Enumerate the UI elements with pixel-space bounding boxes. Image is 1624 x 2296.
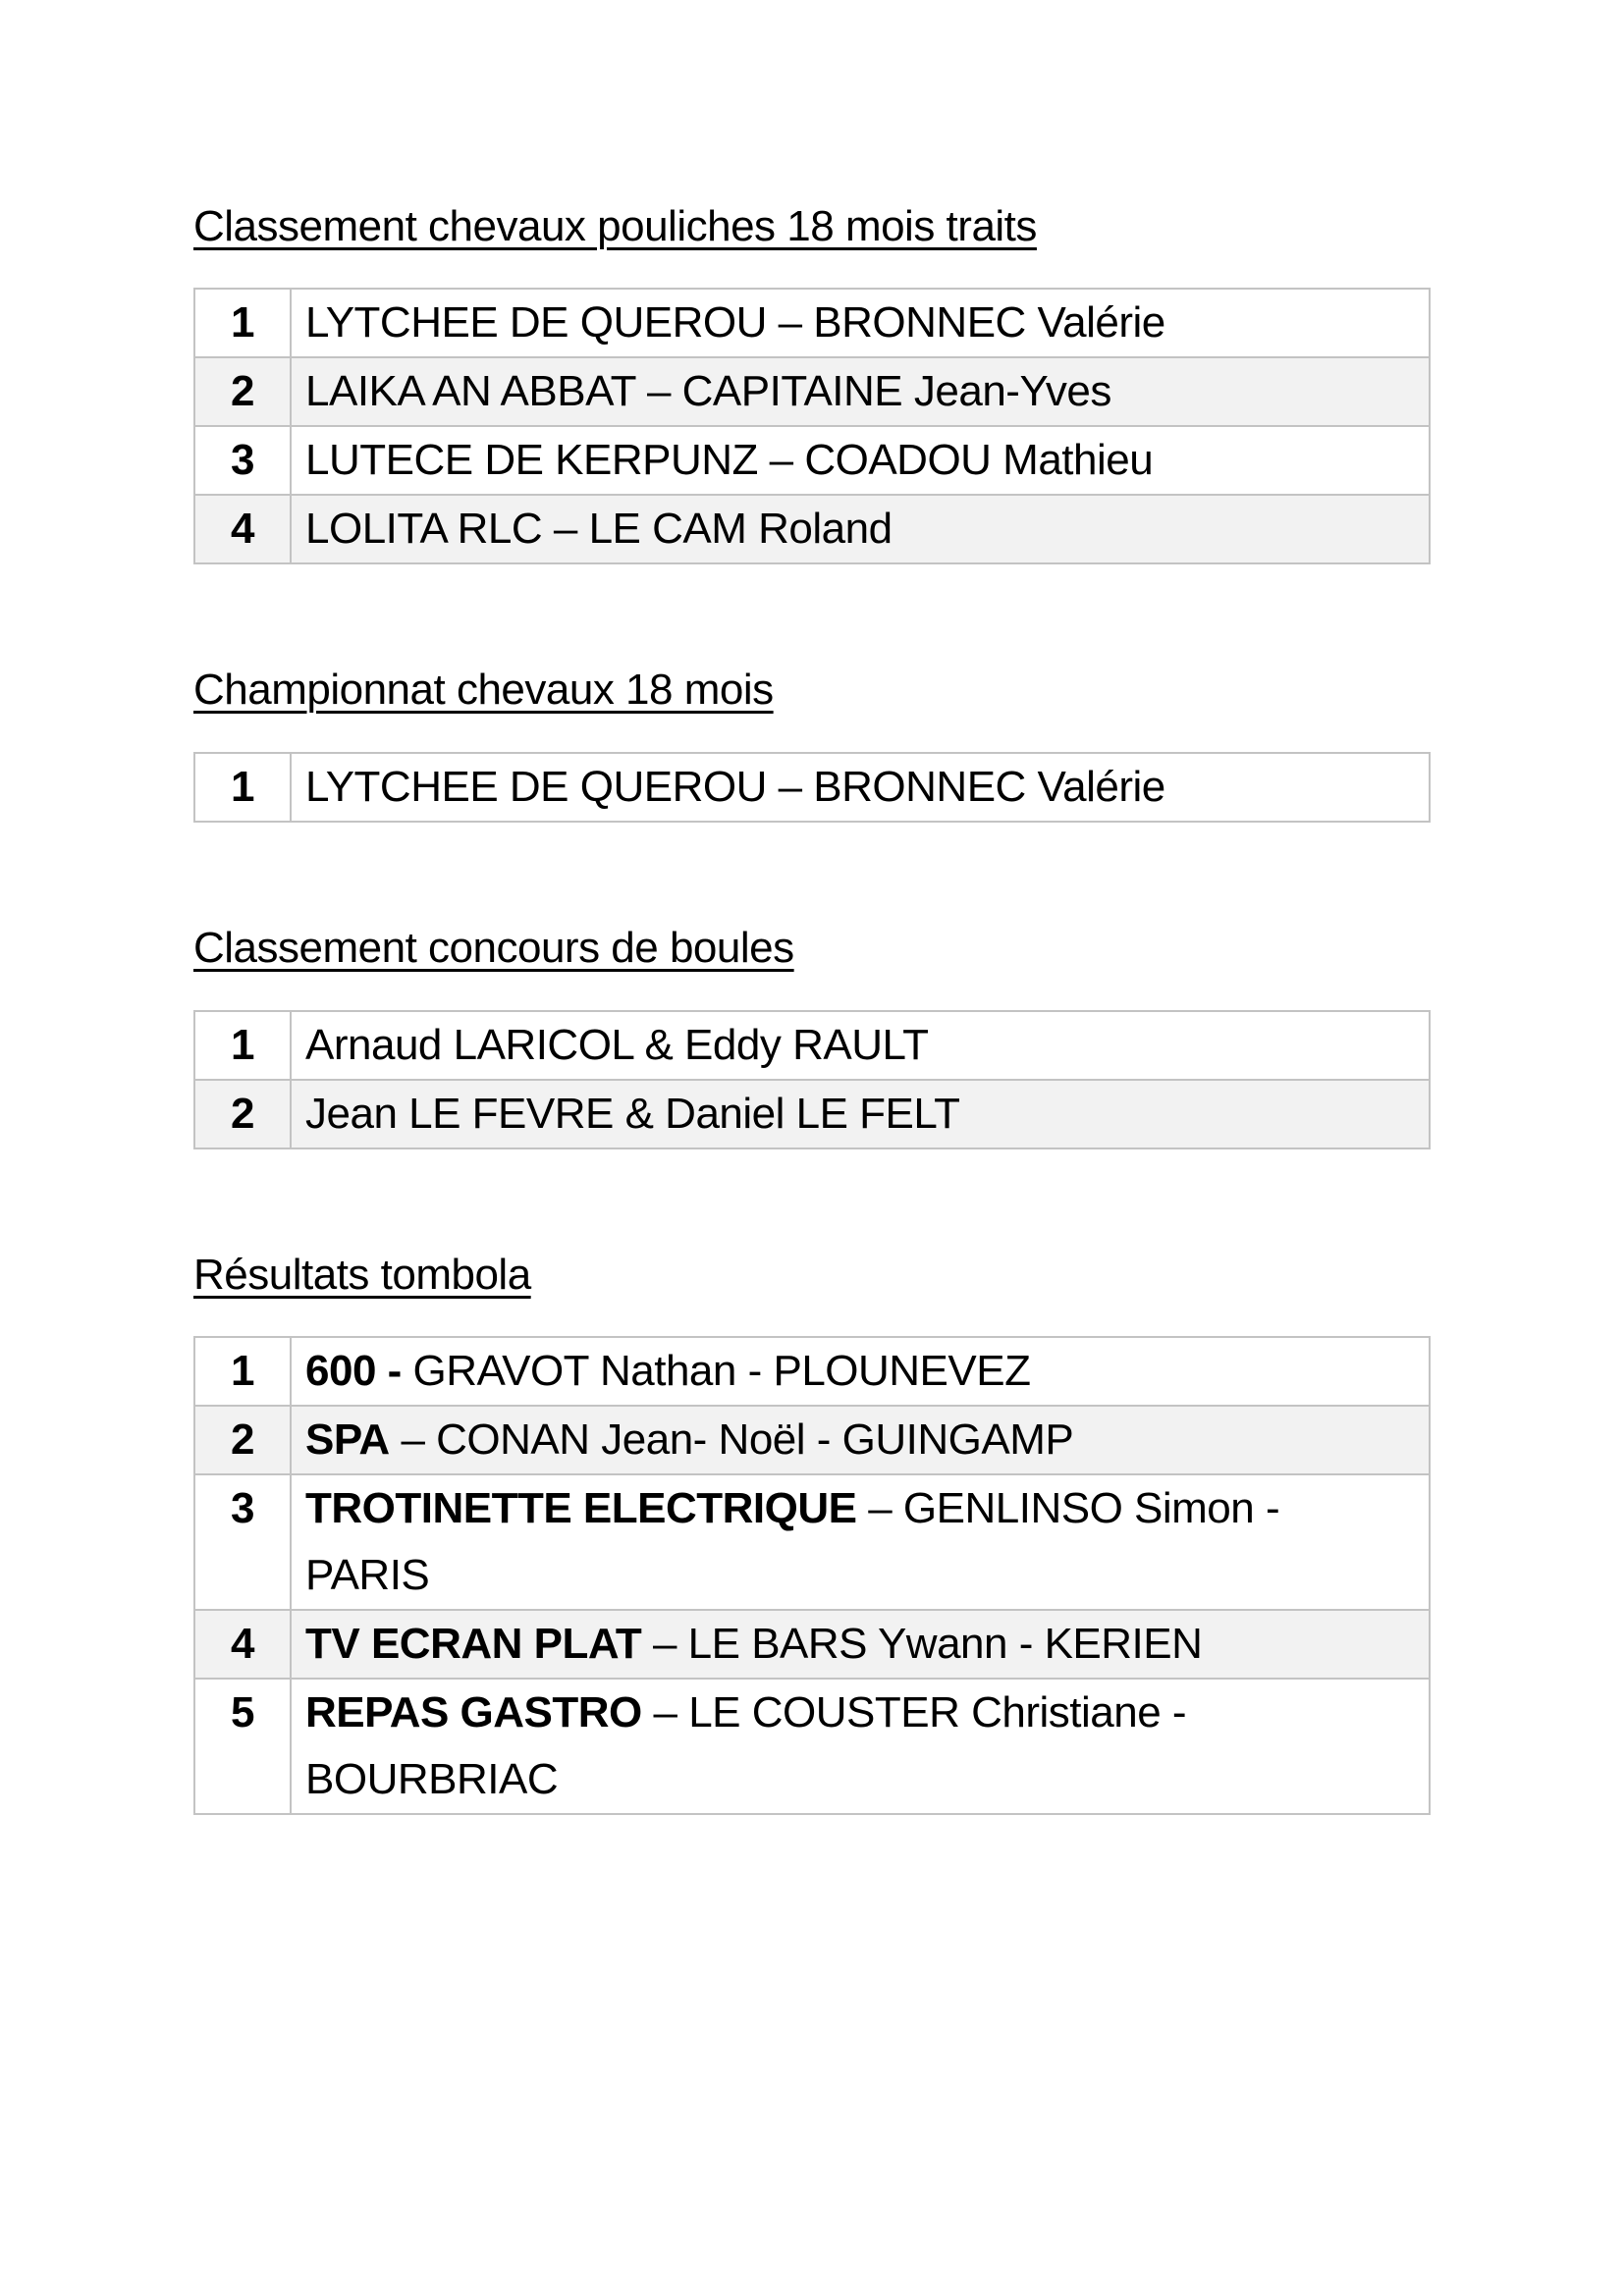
entry-cell bbox=[291, 1337, 1430, 1406]
prize-label: TV ECRAN PLAT bbox=[305, 1620, 642, 1668]
section-title: Classement chevaux pouliches 18 mois traits bbox=[193, 202, 1037, 250]
winner-text: – LE COUSTER Christiane - BOURBRIAC bbox=[305, 1688, 1187, 1803]
rank-cell: 4 bbox=[194, 1610, 291, 1679]
winner-text: – GENLINSO Simon - PARIS bbox=[305, 1484, 1280, 1599]
winner-text: – LE BARS Ywann - KERIEN bbox=[641, 1620, 1203, 1668]
table-row bbox=[194, 1011, 1430, 1080]
ranking-table bbox=[193, 1010, 1431, 1149]
rank-cell: 5 bbox=[194, 1679, 291, 1814]
winner-text: GRAVOT Nathan - PLOUNEVEZ bbox=[401, 1347, 1031, 1395]
section-championnat bbox=[193, 665, 1431, 811]
entry-cell: Jean LE FEVRE & Daniel LE FELT bbox=[291, 1080, 1430, 1148]
rank-cell: 1 bbox=[194, 289, 291, 357]
tombola-table bbox=[193, 1336, 1431, 1815]
section-boules bbox=[193, 923, 1431, 1138]
table-row bbox=[194, 1610, 1430, 1679]
section-title: Championnat chevaux 18 mois bbox=[193, 666, 774, 714]
entry-cell: LYTCHEE DE QUEROU – BRONNEC Valérie bbox=[291, 753, 1430, 822]
section-title: Résultats tombola bbox=[193, 1251, 531, 1299]
rank-cell: 2 bbox=[194, 1406, 291, 1474]
winner-text: – CONAN Jean- Noël - GUINGAMP bbox=[389, 1415, 1074, 1464]
table-row bbox=[194, 426, 1430, 495]
table-row bbox=[194, 1406, 1430, 1474]
ranking-table bbox=[193, 752, 1431, 823]
prize-label: 600 - bbox=[305, 1347, 402, 1395]
table-row bbox=[194, 289, 1430, 357]
rank-cell: 3 bbox=[194, 1474, 291, 1610]
prize-label: REPAS GASTRO bbox=[305, 1688, 642, 1736]
ranking-table bbox=[193, 288, 1431, 564]
table-row bbox=[194, 1474, 1430, 1610]
section-tombola bbox=[193, 1250, 1431, 1803]
rank-cell: 1 bbox=[194, 1337, 291, 1406]
prize-label: TROTINETTE ELECTRIQUE bbox=[305, 1484, 857, 1532]
table-row bbox=[194, 1337, 1430, 1406]
entry-cell: LOLITA RLC – LE CAM Roland bbox=[291, 495, 1430, 563]
rank-cell: 1 bbox=[194, 1011, 291, 1080]
entry-cell bbox=[291, 1474, 1430, 1610]
rank-cell: 4 bbox=[194, 495, 291, 563]
section-pouliches bbox=[193, 201, 1431, 553]
table-row bbox=[194, 357, 1430, 426]
entry-cell bbox=[291, 1406, 1430, 1474]
entry-cell: Arnaud LARICOL & Eddy RAULT bbox=[291, 1011, 1430, 1080]
rank-cell: 1 bbox=[194, 753, 291, 822]
rank-cell: 3 bbox=[194, 426, 291, 495]
table-row bbox=[194, 753, 1430, 822]
table-row bbox=[194, 495, 1430, 563]
entry-cell: LUTECE DE KERPUNZ – COADOU Mathieu bbox=[291, 426, 1430, 495]
prize-label: SPA bbox=[305, 1415, 390, 1464]
section-title: Classement concours de boules bbox=[193, 924, 794, 972]
rank-cell: 2 bbox=[194, 357, 291, 426]
table-row bbox=[194, 1679, 1430, 1814]
entry-cell: LYTCHEE DE QUEROU – BRONNEC Valérie bbox=[291, 289, 1430, 357]
table-row bbox=[194, 1080, 1430, 1148]
entry-cell bbox=[291, 1679, 1430, 1814]
entry-cell: LAIKA AN ABBAT – CAPITAINE Jean-Yves bbox=[291, 357, 1430, 426]
entry-cell bbox=[291, 1610, 1430, 1679]
rank-cell: 2 bbox=[194, 1080, 291, 1148]
